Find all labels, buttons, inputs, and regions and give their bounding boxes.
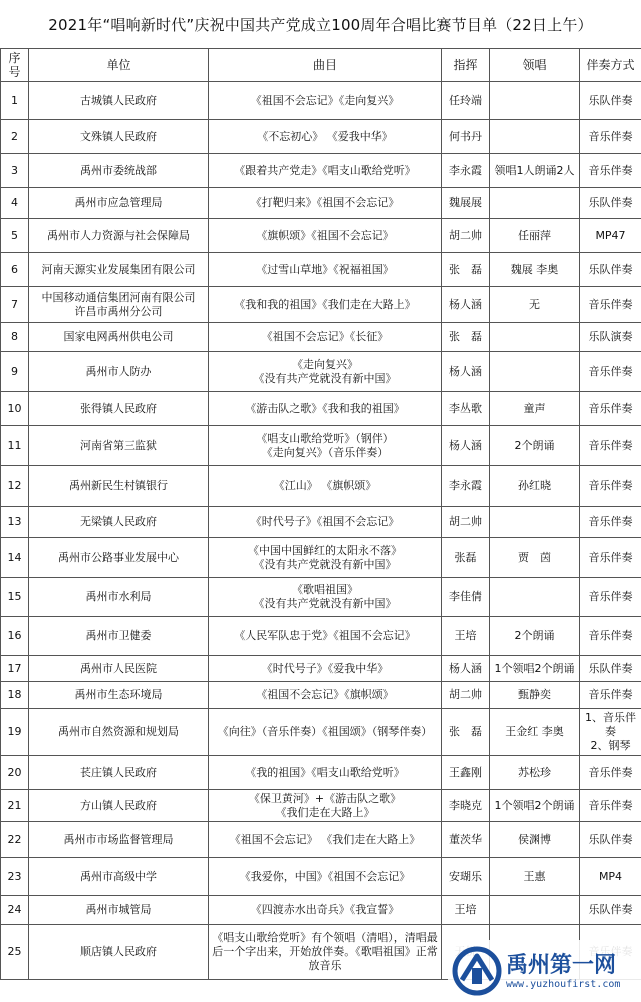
cell-lead-singer: 孙红晓 <box>490 466 580 507</box>
cell-conductor: 杨人涵 <box>442 426 490 466</box>
cell-song: 《中国中国鲜红的太阳永不落》 《没有共产党就没有新中国》 <box>209 538 442 578</box>
cell-song: 《过雪山草地》《祝福祖国》 <box>209 253 442 287</box>
cell-unit: 禹州市市场监督管理局 <box>29 822 209 858</box>
cell-accompaniment: 音乐伴奏 <box>580 756 641 790</box>
cell-song: 《祖国不会忘记》《走向复兴》 <box>209 82 442 120</box>
watermark-name: 禹州第一网 <box>506 952 617 978</box>
cell-index: 25 <box>1 925 29 980</box>
cell-index: 19 <box>1 709 29 756</box>
site-logo-icon <box>452 946 502 996</box>
cell-conductor: 杨人涵 <box>442 656 490 682</box>
cell-index: 12 <box>1 466 29 507</box>
cell-song: 《保卫黄河》+《游击队之歌》 《我们走在大路上》 <box>209 790 442 822</box>
cell-conductor: 杨人涵 <box>442 287 490 323</box>
cell-song: 《唱支山歌给党听》有个领唱（清唱），清唱最后一个字出来，开始放伴奏。《歌唱祖国》正常放音乐 <box>209 925 442 980</box>
cell-conductor: 张磊 <box>442 538 490 578</box>
cell-lead-singer <box>490 352 580 392</box>
cell-song: 《我爱你，中国》《祖国不会忘记》 <box>209 858 442 896</box>
table-row <box>1 790 641 822</box>
table-row <box>1 538 641 578</box>
cell-unit: 张得镇人民政府 <box>29 392 209 426</box>
cell-song: 《歌唱祖国》 《没有共产党就没有新中国》 <box>209 578 442 617</box>
cell-index: 16 <box>1 617 29 656</box>
cell-accompaniment: 乐队伴奏 <box>580 253 641 287</box>
cell-conductor: 李永霞 <box>442 466 490 507</box>
cell-index: 24 <box>1 896 29 925</box>
cell-accompaniment: 音乐伴奏 <box>580 154 641 188</box>
cell-index: 18 <box>1 682 29 709</box>
table-row <box>1 682 641 709</box>
cell-song: 《打靶归来》《祖国不会忘记》 <box>209 188 442 219</box>
cell-unit: 方山镇人民政府 <box>29 790 209 822</box>
cell-unit: 禹州市自然资源和规划局 <box>29 709 209 756</box>
cell-song: 《我的祖国》《唱支山歌给党听》 <box>209 756 442 790</box>
cell-conductor: 魏展展 <box>442 188 490 219</box>
table-row <box>1 287 641 323</box>
cell-accompaniment: 乐队伴奏 <box>580 656 641 682</box>
cell-song: 《祖国不会忘记》 《我们走在大路上》 <box>209 822 442 858</box>
cell-lead-singer: 2个朗诵 <box>490 617 580 656</box>
header-accompaniment: 伴奏方式 <box>580 49 641 82</box>
cell-conductor: 李永霞 <box>442 154 490 188</box>
table-row <box>1 188 641 219</box>
cell-conductor: 董茨华 <box>442 822 490 858</box>
cell-accompaniment: 音乐伴奏 <box>580 392 641 426</box>
cell-accompaniment: 乐队伴奏 <box>580 188 641 219</box>
cell-lead-singer: 苏松珍 <box>490 756 580 790</box>
cell-index: 11 <box>1 426 29 466</box>
cell-index: 3 <box>1 154 29 188</box>
cell-lead-singer: 童声 <box>490 392 580 426</box>
cell-index: 9 <box>1 352 29 392</box>
header-index: 序号 <box>1 49 29 82</box>
cell-accompaniment: 音乐伴奏 <box>580 682 641 709</box>
cell-index: 7 <box>1 287 29 323</box>
cell-accompaniment: 音乐伴奏 <box>580 466 641 507</box>
cell-accompaniment: 音乐伴奏 <box>580 507 641 538</box>
table-row <box>1 392 641 426</box>
cell-conductor: 李丛歌 <box>442 392 490 426</box>
header-conductor: 指挥 <box>442 49 490 82</box>
cell-accompaniment: 乐队伴奏 <box>580 896 641 925</box>
cell-unit: 禹州市高级中学 <box>29 858 209 896</box>
cell-lead-singer <box>490 188 580 219</box>
cell-song: 《祖国不会忘记》《长征》 <box>209 323 442 352</box>
cell-index: 23 <box>1 858 29 896</box>
header-song: 曲目 <box>209 49 442 82</box>
cell-accompaniment: 音乐伴奏 <box>580 538 641 578</box>
table-row <box>1 578 641 617</box>
cell-lead-singer <box>490 896 580 925</box>
cell-index: 5 <box>1 219 29 253</box>
cell-lead-singer <box>490 578 580 617</box>
cell-unit: 禹州市生态环境局 <box>29 682 209 709</box>
cell-unit: 禹州市水利局 <box>29 578 209 617</box>
cell-lead-singer: 1个领唱2个朗诵 <box>490 790 580 822</box>
cell-accompaniment: 音乐伴奏 <box>580 120 641 154</box>
cell-lead-singer: 王惠 <box>490 858 580 896</box>
cell-accompaniment: 乐队演奏 <box>580 323 641 352</box>
table-row <box>1 507 641 538</box>
cell-lead-singer: 1个领唱2个朗诵 <box>490 656 580 682</box>
table-row <box>1 896 641 925</box>
cell-lead-singer: 领唱1人朗诵2人 <box>490 154 580 188</box>
cell-lead-singer <box>490 82 580 120</box>
cell-unit: 无梁镇人民政府 <box>29 507 209 538</box>
cell-unit: 禹州市公路事业发展中心 <box>29 538 209 578</box>
cell-accompaniment: 乐队伴奏 <box>580 822 641 858</box>
cell-unit: 中国移动通信集团河南有限公司 许昌市禹州分公司 <box>29 287 209 323</box>
cell-accompaniment: 音乐伴奏 <box>580 790 641 822</box>
cell-unit: 河南省第三监狱 <box>29 426 209 466</box>
cell-conductor: 王培 <box>442 617 490 656</box>
cell-index: 21 <box>1 790 29 822</box>
cell-unit: 禹州市卫健委 <box>29 617 209 656</box>
cell-unit: 古城镇人民政府 <box>29 82 209 120</box>
table-row <box>1 756 641 790</box>
cell-song: 《时代号子》《爱我中华》 <box>209 656 442 682</box>
cell-accompaniment: 音乐伴奏 <box>580 578 641 617</box>
cell-unit: 苌庄镇人民政府 <box>29 756 209 790</box>
program-table <box>0 48 641 980</box>
cell-accompaniment: 音乐伴奏 <box>580 352 641 392</box>
cell-lead-singer: 贾 茵 <box>490 538 580 578</box>
cell-unit: 禹州市人防办 <box>29 352 209 392</box>
cell-conductor: 安瑚乐 <box>442 858 490 896</box>
cell-accompaniment: 乐队伴奏 <box>580 82 641 120</box>
cell-song: 《旗帜颂》《祖国不会忘记》 <box>209 219 442 253</box>
cell-conductor: 任玲端 <box>442 82 490 120</box>
cell-lead-singer: 王金红 李奥 <box>490 709 580 756</box>
cell-unit: 河南天源实业发展集团有限公司 <box>29 253 209 287</box>
table-row <box>1 617 641 656</box>
cell-accompaniment: 音乐伴奏 <box>580 287 641 323</box>
cell-accompaniment: 音乐伴奏 <box>580 617 641 656</box>
cell-song: 《游击队之歌》《我和我的祖国》 <box>209 392 442 426</box>
table-row <box>1 858 641 896</box>
cell-conductor: 李晓克 <box>442 790 490 822</box>
cell-lead-singer: 任丽萍 <box>490 219 580 253</box>
table-row <box>1 120 641 154</box>
cell-unit: 文殊镇人民政府 <box>29 120 209 154</box>
cell-unit: 禹州市人力资源与社会保障局 <box>29 219 209 253</box>
cell-index: 22 <box>1 822 29 858</box>
cell-index: 4 <box>1 188 29 219</box>
cell-index: 6 <box>1 253 29 287</box>
cell-song: 《跟着共产党走》《唱支山歌给党听》 <box>209 154 442 188</box>
watermark-url: www.yuzhoufirst.com <box>506 978 621 990</box>
table-row <box>1 822 641 858</box>
cell-lead-singer: 无 <box>490 287 580 323</box>
table-row <box>1 352 641 392</box>
cell-conductor: 张 磊 <box>442 253 490 287</box>
cell-conductor: 李佳倩 <box>442 578 490 617</box>
cell-index: 20 <box>1 756 29 790</box>
cell-index: 17 <box>1 656 29 682</box>
table-row <box>1 253 641 287</box>
cell-lead-singer <box>490 323 580 352</box>
cell-unit: 禹州新民生村镇银行 <box>29 466 209 507</box>
table-row <box>1 709 641 756</box>
cell-conductor: 何书丹 <box>442 120 490 154</box>
cell-song: 《四渡赤水出奇兵》《我宣誓》 <box>209 896 442 925</box>
cell-song: 《人民军队忠于党》《祖国不会忘记》 <box>209 617 442 656</box>
table-row <box>1 466 641 507</box>
table-row <box>1 323 641 352</box>
cell-index: 14 <box>1 538 29 578</box>
cell-song: 《唱支山歌给党听》（钢伴） 《走向复兴》（音乐伴奏） <box>209 426 442 466</box>
table-row <box>1 154 641 188</box>
cell-index: 13 <box>1 507 29 538</box>
cell-song: 《我和我的祖国》《我们走在大路上》 <box>209 287 442 323</box>
cell-unit: 顺店镇人民政府 <box>29 925 209 980</box>
header-lead-singer: 领唱 <box>490 49 580 82</box>
cell-conductor: 胡二帅 <box>442 682 490 709</box>
cell-song: 《江山》 《旗帜颂》 <box>209 466 442 507</box>
cell-index: 10 <box>1 392 29 426</box>
cell-conductor: 胡二帅 <box>442 219 490 253</box>
table-header-row <box>1 49 641 82</box>
cell-unit: 禹州市委统战部 <box>29 154 209 188</box>
table-row <box>1 426 641 466</box>
cell-conductor: 杨人涵 <box>442 352 490 392</box>
cell-index: 8 <box>1 323 29 352</box>
cell-unit: 禹州市城管局 <box>29 896 209 925</box>
site-watermark <box>448 940 641 1002</box>
document-title: 2021年“唱响新时代”庆祝中国共产党成立100周年合唱比赛节目单（22日上午） <box>48 15 593 34</box>
cell-accompaniment: MP4 <box>580 858 641 896</box>
cell-lead-singer <box>490 120 580 154</box>
cell-accompaniment: 1、音乐伴奏 2、钢琴 <box>580 709 641 756</box>
cell-lead-singer: 魏展 李奥 <box>490 253 580 287</box>
cell-unit: 禹州市应急管理局 <box>29 188 209 219</box>
cell-lead-singer: 2个朗诵 <box>490 426 580 466</box>
cell-lead-singer: 甄静奕 <box>490 682 580 709</box>
cell-song: 《向往》（音乐伴奏）《祖国颂》（钢琴伴奏） <box>209 709 442 756</box>
cell-song: 《祖国不会忘记》《旗帜颂》 <box>209 682 442 709</box>
cell-index: 15 <box>1 578 29 617</box>
cell-song: 《走向复兴》 《没有共产党就没有新中国》 <box>209 352 442 392</box>
cell-song: 《时代号子》《祖国不会忘记》 <box>209 507 442 538</box>
cell-conductor: 张 磊 <box>442 323 490 352</box>
cell-unit: 国家电网禹州供电公司 <box>29 323 209 352</box>
cell-conductor: 胡二帅 <box>442 507 490 538</box>
cell-song: 《不忘初心》 《爱我中华》 <box>209 120 442 154</box>
cell-conductor: 王鑫刚 <box>442 756 490 790</box>
cell-lead-singer <box>490 507 580 538</box>
cell-index: 2 <box>1 120 29 154</box>
cell-accompaniment: MP47 <box>580 219 641 253</box>
cell-accompaniment: 音乐伴奏 <box>580 426 641 466</box>
table-body <box>1 82 641 980</box>
header-unit: 单位 <box>29 49 209 82</box>
table-row <box>1 219 641 253</box>
cell-conductor: 王培 <box>442 896 490 925</box>
cell-conductor: 张 磊 <box>442 709 490 756</box>
table-row <box>1 656 641 682</box>
table-row <box>1 82 641 120</box>
cell-index: 1 <box>1 82 29 120</box>
cell-lead-singer: 侯渊博 <box>490 822 580 858</box>
cell-unit: 禹州市人民医院 <box>29 656 209 682</box>
